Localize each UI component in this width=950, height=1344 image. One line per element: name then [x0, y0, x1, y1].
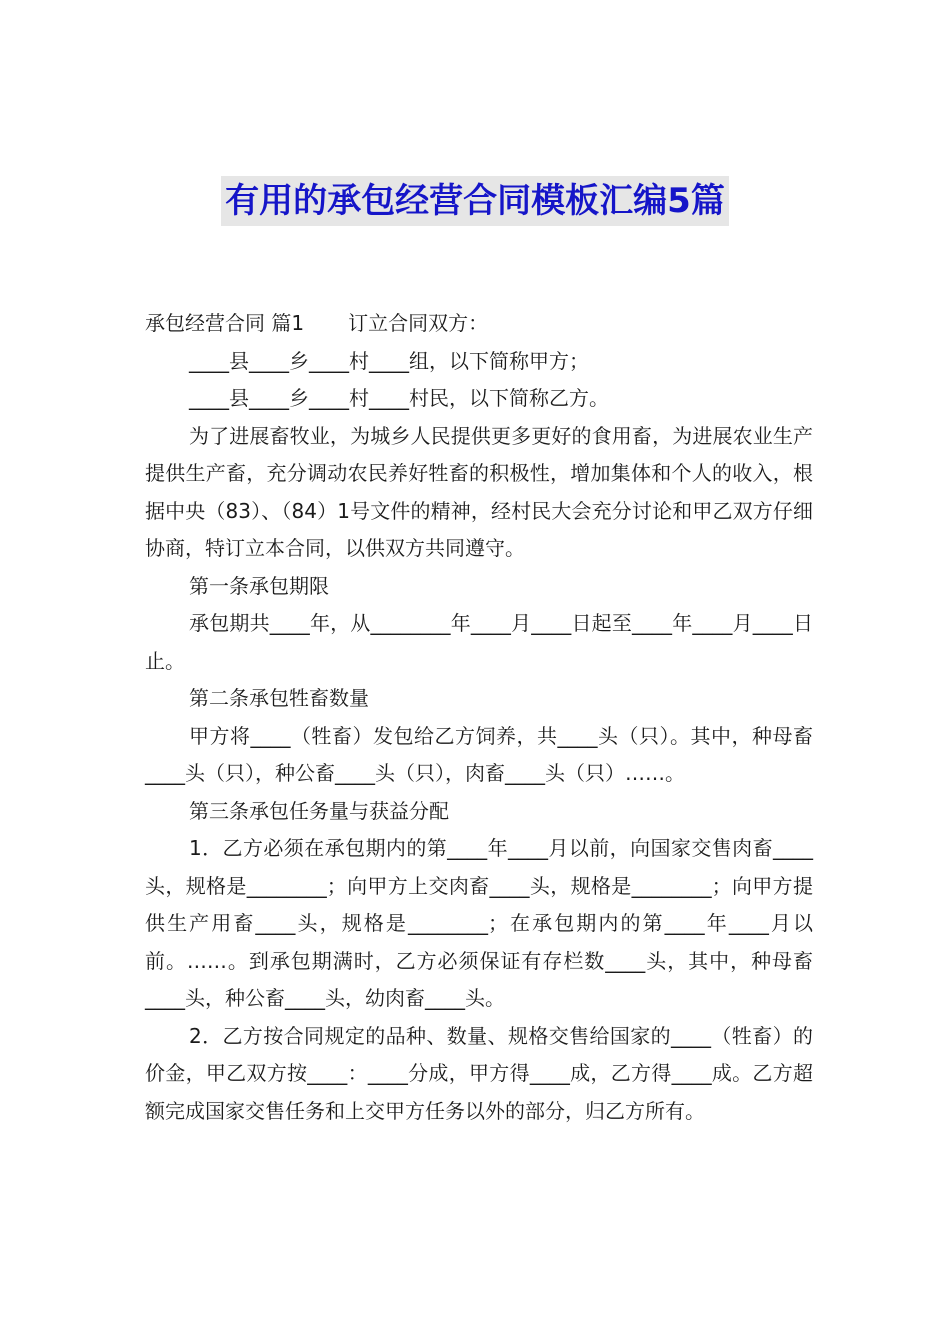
article-1-title: 第一条承包期限	[189, 573, 329, 598]
party-a-line: ____县____乡____村____组，以下简称甲方；	[189, 348, 589, 373]
preamble-paragraph: 为了进展畜牧业，为城乡人民提供更多更好的食用畜，为进展农业生产提供生产畜，充分调动农民养好牲畜的积极性，增加集体和个人的收入，根据中央（83）、（84）1号文件的精神，经村民大会充分讨论和甲乙双方仔细协商，特订立本合同，以供双方共同遵守。	[145, 423, 813, 560]
article-3-title: 第三条承包任务量与获益分配	[189, 798, 449, 823]
section-heading-line	[145, 305, 813, 343]
parties-intro: 订立合同双方：	[348, 311, 489, 335]
article-3-item-2: 2．乙方按合同规定的品种、数量、规格交售给国家的____（牲畜）的价金，甲乙双方按____：____分成，甲方得____成，乙方得____成。乙方超额完成国家交售任务和上交甲方任务以外的部分，归乙方所有。	[145, 1023, 813, 1123]
article-1-text: 承包期共____年，从________年____月____日起至____年____月____日止。	[145, 611, 813, 673]
article-2-title: 第二条承包牲畜数量	[189, 686, 369, 710]
title-container	[0, 176, 950, 226]
document-title: 有用的承包经营合同模板汇编5篇	[221, 176, 729, 226]
article-2-text: 甲方将____（牲畜）发包给乙方饲养，共____头（只）。其中，种母畜____头（只），种公畜____头（只），肉畜____头（只）……。	[145, 723, 813, 785]
section-heading: 承包经营合同 篇1	[145, 311, 305, 335]
document-body	[145, 305, 813, 1130]
article-3-item-1: 1．乙方必须在承包期内的第____年____月以前，向国家交售肉畜____头，规格是________；向甲方上交肉畜____头，规格是________；向甲方提供生产用畜____头，规格是________；在承包期内的第____年____月以前。……。到承包期满时，乙方必须保证有存栏数____头，其中，种母畜____头，种公畜____头，幼肉畜____头。	[145, 836, 813, 1010]
party-b-line: ____县____乡____村____村民，以下简称乙方。	[189, 386, 609, 410]
